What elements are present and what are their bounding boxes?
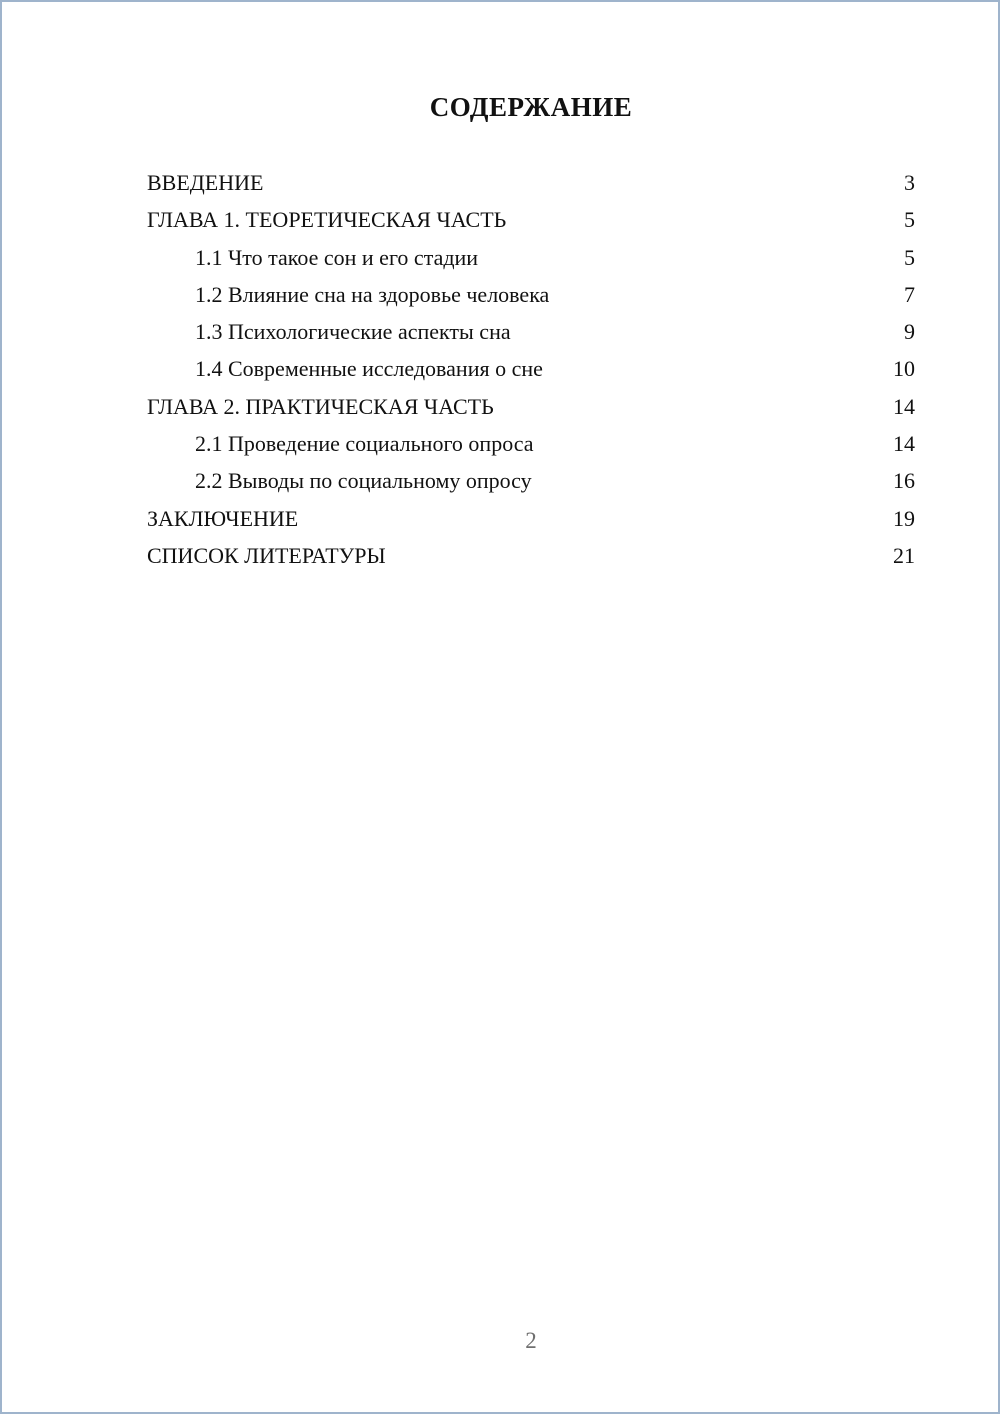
toc-entry-page-number: 14 [893, 431, 915, 457]
toc-entry [147, 164, 915, 201]
toc-list [147, 164, 915, 574]
toc-entry-label: 2.2 Выводы по социальному опросу [195, 468, 532, 494]
toc-entry [147, 350, 915, 387]
toc-entry [147, 388, 915, 425]
toc-entry [147, 201, 915, 238]
toc-entry [147, 425, 915, 462]
toc-entry-label: ГЛАВА 2. ПРАКТИЧЕСКАЯ ЧАСТЬ [147, 393, 494, 419]
toc-entry [147, 462, 915, 499]
toc-entry-label: ЗАКЛЮЧЕНИЕ [147, 505, 299, 531]
toc-entry [147, 276, 915, 313]
toc-entry-label: ВВЕДЕНИЕ [147, 170, 264, 195]
toc-entry-page-number: 21 [893, 542, 915, 568]
toc-entry-label: 2.1 Проведение социального опроса [195, 431, 534, 457]
footer-page-number: 2 [525, 1328, 537, 1353]
toc-entry-label: СПИСОК ЛИТЕРАТУРЫ [147, 542, 386, 568]
toc-entry-label: 1.3 Психологические аспекты сна [195, 319, 511, 345]
toc-entry-label: ГЛАВА 1. ТЕОРЕТИЧЕСКАЯ ЧАСТЬ [147, 207, 507, 233]
toc-entry-page-number: 10 [893, 356, 915, 382]
page-title: СОДЕРЖАНИЕ [429, 92, 633, 122]
toc-entry-page-number: 7 [904, 281, 915, 307]
toc-entry [147, 313, 915, 350]
page-content [2, 2, 998, 574]
toc-entry-page-number: 5 [904, 207, 915, 233]
toc-entry-label: 1.2 Влияние сна на здоровье человека [195, 281, 550, 307]
toc-entry-page-number: 14 [893, 393, 915, 419]
toc-entry-label: 1.1 Что такое сон и его стадии [195, 244, 479, 270]
toc-entry-label: 1.4 Современные исследования о сне [195, 356, 543, 382]
toc-entry-page-number: 3 [904, 170, 915, 195]
toc-entry [147, 239, 915, 276]
toc-entry [147, 537, 915, 574]
toc-entry-page-number: 5 [904, 244, 915, 270]
toc-entry-page-number: 9 [904, 319, 915, 345]
toc-entry-page-number: 19 [893, 505, 915, 531]
toc-entry [147, 500, 915, 537]
toc-entry-page-number: 16 [893, 468, 915, 494]
